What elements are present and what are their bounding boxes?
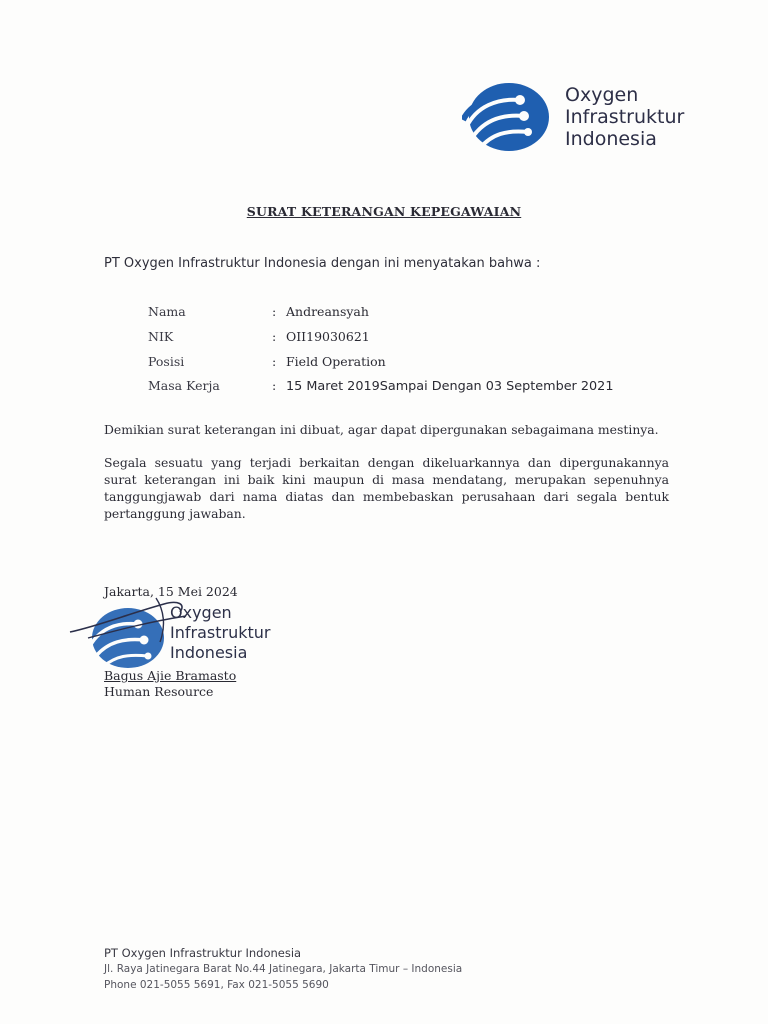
footer-phone: Phone 021-5055 5691, Fax 021-5055 5690 [104,979,329,991]
signer-name: Bagus Ajie Bramasto [104,668,237,683]
footer-address: Jl. Raya Jatinegara Barat No.44 Jatinegara, Jakarta Timur – Indonesia [104,963,463,975]
oxygen-logo-emblem-icon [462,80,552,154]
logo-line-1: Oxygen [565,84,639,106]
detail-value: 15 Maret 2019Sampai Dengan 03 September 2021 [286,379,614,394]
document-title: SURAT KETERANGAN KEPEGAWAIAN [246,204,522,219]
detail-label: Masa Kerja [148,378,220,393]
detail-separator: : [272,329,277,344]
company-logo [462,80,712,156]
detail-label: Posisi [148,354,185,369]
closing-paragraph: Demikian surat keterangan ini dibuat, agar dapat dipergunakan sebagaimana mestinya. [104,422,659,437]
intro-statement: PT Oxygen Infrastruktur Indonesia dengan ini menyatakan bahwa : [104,256,541,271]
disclaimer-paragraph: Segala sesuatu yang terjadi berkaitan dengan dikeluarkannya dan dipergunakannya surat keterangan ini baik kini maupun di masa mendatang, merupakan sepenuhnya tanggungjawab dari nama diatas dan membebaskan perusahaan dari segala bentuk pertanggung jawaban. [104,455,669,521]
letterhead-footer [104,946,462,993]
stamp-wordmark [170,603,270,663]
place-date: Jakarta, 15 Mei 2024 [104,584,238,599]
detail-label: NIK [148,329,174,344]
logo-wordmark [565,84,684,150]
detail-separator: : [272,354,277,369]
detail-row-nik [148,329,370,344]
signer-role: Human Resource [104,684,214,699]
stamp-line-3: Indonesia [170,643,248,662]
detail-separator: : [272,304,277,319]
stamp-line-1: Oxygen [170,603,232,622]
logo-line-3: Indonesia [565,128,657,150]
detail-row-nama [148,304,369,319]
logo-line-2: Infrastruktur [565,106,685,128]
detail-separator: : [272,378,277,393]
stamp-line-2: Infrastruktur [170,623,271,642]
detail-value: OII19030621 [286,329,370,344]
detail-label: Nama [148,304,186,319]
detail-value: Andreansyah [286,304,369,319]
detail-row-posisi [148,354,386,369]
detail-value: Field Operation [286,354,386,369]
footer-company: PT Oxygen Infrastruktur Indonesia [104,946,302,960]
detail-row-masa-kerja [148,378,613,394]
